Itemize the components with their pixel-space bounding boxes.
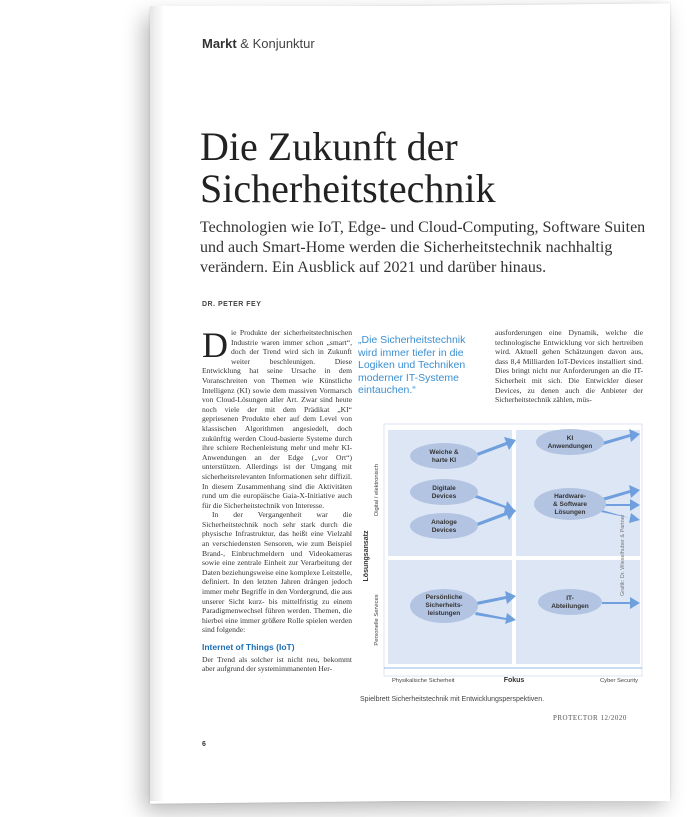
- footer-brand: PROTECTOR 12/2020: [553, 714, 627, 722]
- x-axis-title: Fokus: [503, 677, 525, 684]
- y-axis-title: Lösungsansatz: [363, 530, 370, 582]
- node-digital-label: Digitale Devices: [431, 485, 457, 500]
- node-personal-label: Persönliche Sicherheits-leistungen: [425, 594, 463, 617]
- subhead-iot: Internet of Things (IoT): [202, 642, 295, 652]
- author-name: DR. PETER FEY: [202, 301, 262, 308]
- node-it: [538, 589, 602, 615]
- node-ki-label: Weiche & harte KI: [429, 449, 459, 464]
- y-bottom-label: Personelle Services: [374, 594, 380, 646]
- article-title: Die Zukunft der Sicherheitstechnik: [200, 124, 496, 211]
- graphic-credit: Grafik: Dr. Wieselhuber & Partner: [620, 514, 626, 596]
- node-analog-label: Analoge Devices: [431, 519, 457, 534]
- x-left-label: Physikalische Sicherheit: [392, 678, 455, 684]
- node-ki: [410, 443, 478, 469]
- text-column-3: ausforderungen eine Dynamik, welche die technologische Entwicklung vor sich hertreiben wird. Aktuell gehen Schätzungen davon aus, dass 8,4 Milliarden IoT-Devices installiert sind. Dies bringt nicht nur Anforderungen an die IT-Sicherheit mit sich. Die Entwickler dieser Devices, zu denen auch die Anbieter der Sicherheitstechnik zählen, müs-: [495, 328, 643, 405]
- diagram-caption: Spielbrett Sicherheitstechnik mit Entwicklungsperspektiven.: [360, 696, 545, 703]
- section-label: Markt & Konjunktur: [202, 36, 315, 51]
- article-lead: Technologien wie IoT, Edge- und Cloud-Computing, Software Suiten und auch Smart-Home werden die Sicherheitstechnik nachhaltig verändern. Ein Ausblick auf 2021 und darüber hinaus.: [200, 219, 646, 276]
- page-number: 6: [202, 741, 206, 748]
- magazine-page: [150, 6, 670, 801]
- x-right-label: Cyber Security: [599, 678, 638, 684]
- strategy-diagram: [356, 406, 646, 691]
- node-ki-apps: [536, 429, 604, 455]
- node-ki-apps-label: KI Anwendungen: [547, 435, 593, 450]
- dropcap: D: [202, 325, 228, 365]
- pull-quote: „Die Sicherheitstechnik wird immer tiefer in die Logiken und Techniken moderner IT-Systeme eintauchen.“: [358, 334, 466, 396]
- y-top-label: Digital / elektronisch: [374, 464, 380, 516]
- node-hw-sw-label: Hardware-& Software Lösungen: [553, 493, 587, 516]
- node-analog: [410, 513, 478, 539]
- text-column-1: Die Produkte der sicherheitstechnischen Industrie waren immer schon „smart“, doch der Trend wird sich in Zukunft weiter beschleunigen. Diese Entwicklung hat seine Ursache in dem Voranschreiten von Themen wie Künstliche Intelligenz (KI) sowie dem massiven Vormarsch von Cloud-Lösungen aller Art. Zwar sind heute noch viele der mit dem Prädikat „KI“ gepriesenen Produkte eher auf dem Level von klassischen Algorithmen angesiedelt, doch zukünftig werden Cloud-basierte Systeme durch ihre schiere Rechenleistung mehr und mehr KI-Anwendungen an der Edge („vor Ort“) unterstützen. Allerdings ist der Umgang mit sicherheitsrelevanten Informationen sehr diffizil. In diesem Zusammenhang sind die Aktivitäten rund um die europäische Gaia-X-Initiative auch für die Sicherheitstechnik von Interesse. In der Vergangenheit war die Sicherheitstechnik noch sehr stark durch die physische Infrastruktur, das heißt eine Vielzahl an verschiedensten Sensoren, wie zum Beispiel Brand-, Einbruchmeldern und Videokameras sowie eine zentrale Einheit zur Verarbeitung der Daten beziehungsweise eine komplexe Leitstelle, definiert. In den letzten Jahren drängen jedoch immer mehr Begriffe in den Vordergrund, die aus unserer Sicht kurz- bis mittelfristig zu einem Paradigmenwechsel führen werden. Themen, die hierbei eine immer größere Rolle spielen werden sind folgende: Internet of Things (IoT) Der Trend als solcher ist nicht neu, bekommt aber aufgrund der systemimmanenten Her-: [202, 325, 353, 674]
- node-digital: [410, 479, 478, 505]
- node-it-label: IT-Abteilungen: [551, 595, 589, 610]
